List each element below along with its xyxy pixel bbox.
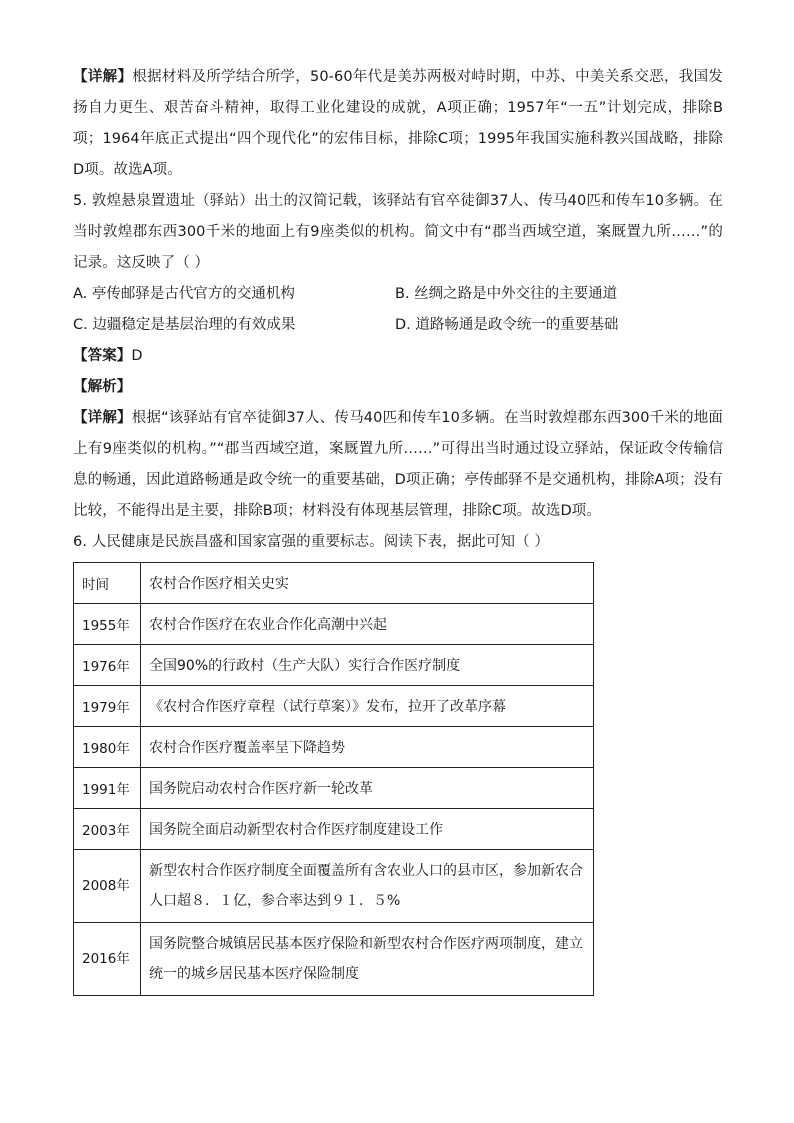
row-fact: 国务院整合城镇居民基本医疗保险和新型农村合作医疗两项制度，建立统一的城乡居民基本医疗保险制度 (141, 923, 594, 996)
detail-tag: 【详解】 (73, 69, 133, 85)
q5-answer (73, 341, 723, 372)
q4-detail (73, 62, 723, 186)
row-year: 2003年 (74, 809, 141, 850)
table-row (74, 686, 594, 727)
row-year: 1979年 (74, 686, 141, 727)
option-c: C. 边疆稳定是基层治理的有效成果 (73, 317, 296, 333)
answer-tag: 【答案】 (73, 348, 132, 364)
table-row (74, 768, 594, 809)
row-year: 1976年 (74, 645, 141, 686)
row-fact: 农村合作医疗覆盖率呈下降趋势 (141, 727, 594, 768)
answer-value: D (131, 348, 143, 364)
q5-stem: 5. 敦煌悬泉置遗址（驿站）出土的汉简记载，该驿站有官卒徒御37人、传马40匹和传车10多辆。在当时敦煌郡东西300千米的地面上有9座类似的机构。简文中有“郡当西域空道，案厩置九所……”的记录。这反映了（ ） (73, 193, 723, 271)
row-fact: 《农村合作医疗章程（试行草案）》发布，拉开了改革序幕 (141, 686, 594, 727)
q6-stem: 6. 人民健康是民族昌盛和国家富强的重要标志。阅读下表，据此可知（ ） (73, 534, 550, 550)
row-fact: 新型农村合作医疗制度全面覆盖所有含农业人口的县市区，参加新农合人口超８．１亿，参合率达到９１．５% (141, 850, 594, 923)
row-fact: 国务院启动农村合作医疗新一轮改革 (141, 768, 594, 809)
row-year: 1991年 (74, 768, 141, 809)
row-year: 1955年 (74, 604, 141, 645)
row-year: 2016年 (74, 923, 141, 996)
row-fact: 全国90%的行政村（生产大队）实行合作医疗制度 (141, 645, 594, 686)
table-row (74, 727, 594, 768)
header-year: 时间 (74, 563, 141, 604)
table-row (74, 809, 594, 850)
row-year: 2008年 (74, 850, 141, 923)
row-fact: 国务院全面启动新型农村合作医疗制度建设工作 (141, 809, 594, 850)
header-fact: 农村合作医疗相关史实 (141, 563, 594, 604)
q5-detail (73, 403, 723, 527)
option-b: B. 丝绸之路是中外交往的主要通道 (395, 286, 618, 302)
option-a: A. 亭传邮驿是古代官方的交通机构 (73, 286, 295, 302)
row-year: 1980年 (74, 727, 141, 768)
history-table (73, 562, 594, 996)
table-row (74, 604, 594, 645)
table-row (74, 850, 594, 923)
table-row (74, 923, 594, 996)
q5-analysis-tag: 【解析】 (73, 379, 132, 395)
table-header-row (74, 563, 594, 604)
detail-tag: 【详解】 (73, 410, 132, 426)
detail-text: 根据材料及所学结合所学，50-60年代是美苏两极对峙时期，中苏、中美关系交恶，我国发扬自力更生、艰苦奋斗精神，取得工业化建设的成就，A项正确；1957年“一五”计划完成，排除B项；1964年底正式提出“四个现代化”的宏伟目标，排除C项；1995年我国实施科教兴国战略，排除D项。故选A项。 (73, 69, 723, 178)
row-fact: 农村合作医疗在农业合作化高潮中兴起 (141, 604, 594, 645)
table-row (74, 645, 594, 686)
option-d: D. 道路畅通是政令统一的重要基础 (395, 317, 619, 333)
document-page (73, 62, 723, 996)
q5-options (73, 279, 723, 341)
detail-text: 根据“该驿站有官卒徒御37人、传马40匹和传车10多辆。在当时敦煌郡东西300千米的地面上有9座类似的机构。”“郡当西域空道，案厩置九所……”可得出当时通过设立驿站，保证政令传输信息的畅通，因此道路畅通是政令统一的重要基础，D项正确；亭传邮驿不是交通机构，排除A项；没有比较，不能得出是主要，排除B项；材料没有体现基层管理，排除C项。故选D项。 (73, 410, 723, 519)
